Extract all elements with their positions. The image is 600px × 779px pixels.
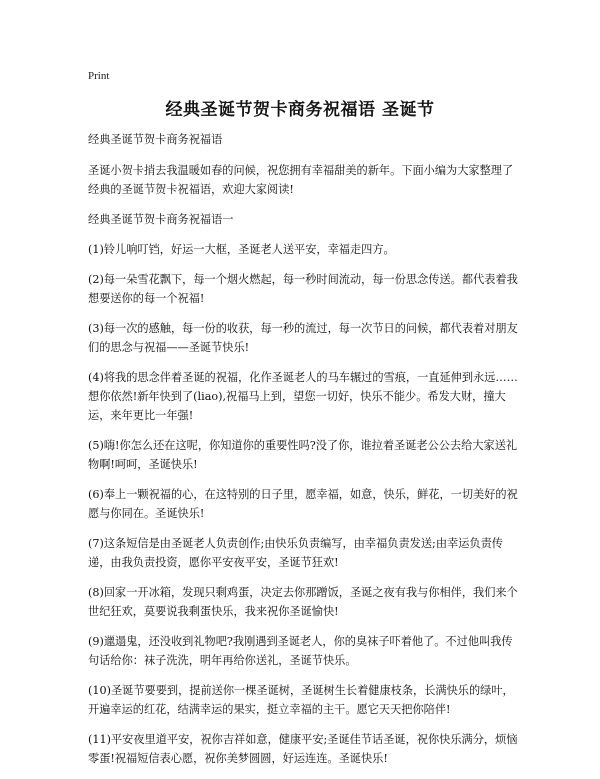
greeting-paragraph: (2)每一朵雪花飘下，每一个烟火燃起，每一秒时间流动，每一份思念传送。都代表着我想要送你的每一个祝福! bbox=[88, 273, 518, 305]
intro-paragraph: 圣诞小贺卡捎去我温暖如春的问候，祝您拥有幸福甜美的新年。下面小编为大家整理了经典的圣诞节贺卡祝福语，欢迎大家阅读! bbox=[88, 164, 514, 196]
greeting-paragraph: (7)这条短信是由圣诞老人负责创作;由快乐负责编写，由幸福负责发送;由幸运负责传递，由我负责投资，愿你平安夜平安，圣诞节狂欢! bbox=[88, 537, 503, 569]
document-body bbox=[88, 130, 518, 779]
document-title: 经典圣诞节贺卡商务祝福语 圣诞节 bbox=[165, 100, 435, 120]
greeting-paragraph: (9)邋遢鬼，还没收到礼物吧?我刚遇到圣诞老人，你的臭袜子吓着他了。不过他叫我传句话给你：袜子洗洗，明年再给你送礼，圣诞节快乐。 bbox=[88, 635, 513, 667]
greeting-paragraph: (8)回家一开冰箱，发现只剩鸡蛋，决定去你那蹭饭，圣诞之夜有我与你相伴，我们来个世纪狂欢，莫要说我剩蛋快乐，我来祝你圣诞愉快! bbox=[88, 586, 518, 618]
greeting-paragraph: (1)铃儿响叮铛，好运一大框，圣诞老人送平安，幸福走四方。 bbox=[88, 243, 395, 256]
document-subtitle: 经典圣诞节贺卡商务祝福语 bbox=[88, 133, 223, 146]
greeting-paragraph: (5)嗨!你怎么还在这呢，你知道你的重要性吗?没了你，谁拉着圣诞老公公去给大家送礼物啊!呵呵，圣诞快乐! bbox=[88, 439, 518, 471]
greeting-paragraph: (6)奉上一颗祝福的心，在这特别的日子里，愿幸福，如意，快乐，鲜花，一切美好的祝愿与你同在。圣诞快乐! bbox=[88, 488, 518, 520]
greeting-paragraph: (10)圣诞节要要到，提前送你一棵圣诞树，圣诞树生长着健康枝条，长满快乐的绿叶，开遍幸运的红花，结满幸运的果实，挺立幸福的主干。愿它天天把你陪伴! bbox=[88, 684, 514, 716]
section-heading: 经典圣诞节贺卡商务祝福语一 bbox=[88, 213, 234, 226]
greeting-paragraph: (3)每一次的感触，每一份的收获，每一秒的流过，每一次节日的问候，都代表着对朋友们的思念与祝福——圣诞节快乐! bbox=[88, 322, 518, 354]
greeting-paragraph: (4)将我的思念伴着圣诞的祝福，化作圣诞老人的马车辗过的雪痕，一直延伸到永远……想你依然!新年快到了(liao),祝福马上到，望您一切好，快乐不能少。希发大财，撞大运，来年更比一年强! bbox=[88, 371, 518, 422]
print-label[interactable]: Print bbox=[88, 70, 110, 82]
greeting-paragraph: (11)平安夜里道平安，祝你吉祥如意，健康平安;圣诞佳节话圣诞，祝你快乐满分，烦恼零蛋!祝福短信表心愿，祝你美梦圆圆，好运连连。圣诞快乐! bbox=[88, 733, 518, 765]
